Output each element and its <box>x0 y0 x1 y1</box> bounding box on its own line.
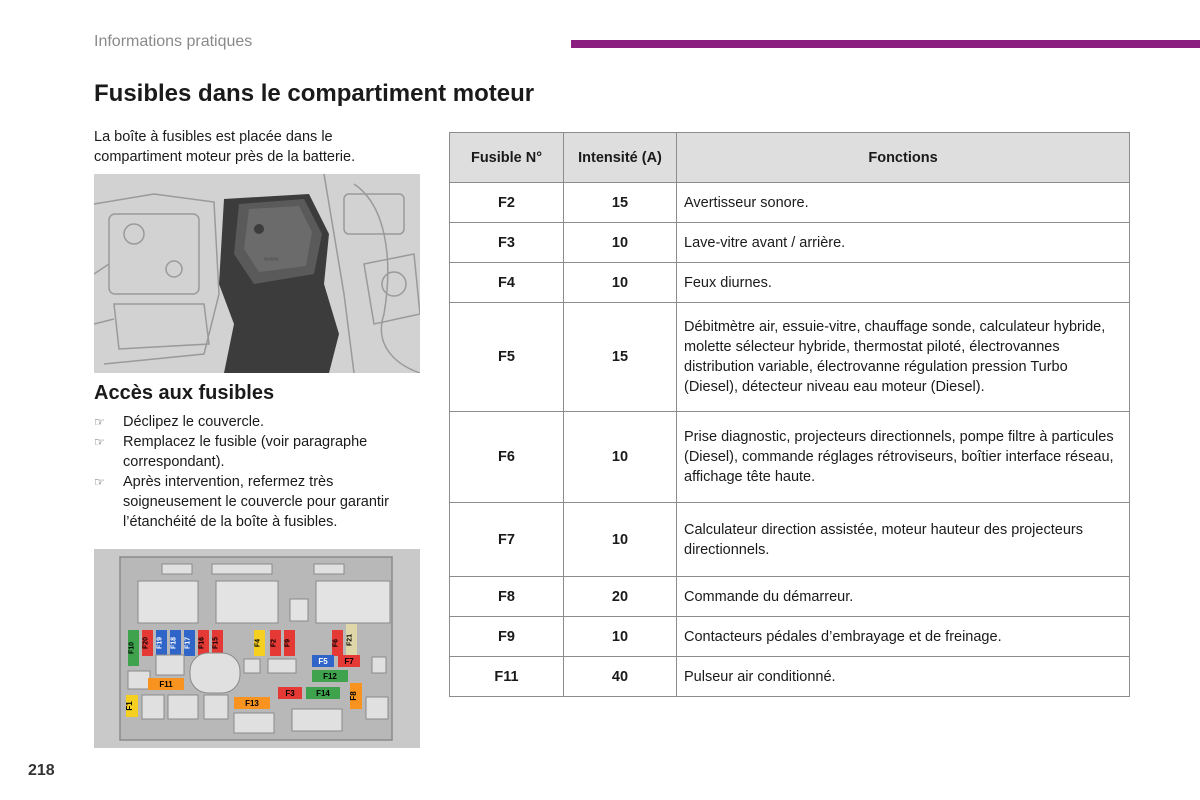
engine-compartment-illustration <box>94 174 420 373</box>
fuse-label: F13 <box>245 699 259 708</box>
access-step-text: Déclipez le couvercle. <box>123 414 265 430</box>
hand-pointer-icon: ☞ <box>94 415 105 429</box>
amperage-cell: 20 <box>564 577 677 617</box>
fuse-cell: F7 <box>450 503 564 577</box>
function-cell: Prise diagnostic, projecteurs directionnels, pompe filtre à particules (Diesel), commande réglages rétroviseurs, boîtier interface réseau, affichage tête haute. <box>677 412 1130 503</box>
column-header-amperage: Intensité (A) <box>564 133 677 183</box>
table-row <box>450 223 1130 263</box>
access-step <box>94 432 414 472</box>
fuse-label: F20 <box>142 636 150 650</box>
fuse-cell: F5 <box>450 303 564 412</box>
table-row <box>450 577 1130 617</box>
amperage-cell: 10 <box>564 412 677 503</box>
fuse-table <box>449 132 1130 697</box>
fuse-box-diagram <box>94 549 420 748</box>
fuse-label: F17 <box>184 636 192 650</box>
column-header-fuse: Fusible N° <box>450 133 564 183</box>
page-title: Fusibles dans le compartiment moteur <box>94 80 535 107</box>
amperage-cell: 10 <box>564 617 677 657</box>
table-row <box>450 617 1130 657</box>
access-step-text: Remplacez le fusible (voir paragraphe correspondant). <box>123 434 368 470</box>
fuse-label: F2 <box>270 638 278 648</box>
fuse-label: F6 <box>332 638 340 648</box>
fuse-box-drawing <box>94 549 420 748</box>
fuse-label: F19 <box>156 636 164 650</box>
section-header: Informations pratiques <box>94 33 253 50</box>
fuse-label: F11 <box>159 680 173 689</box>
amperage-cell: 15 <box>564 183 677 223</box>
fuse-cell: F2 <box>450 183 564 223</box>
svg-text:≈≈≈: ≈≈≈ <box>264 254 279 264</box>
table-row <box>450 263 1130 303</box>
hand-pointer-icon: ☞ <box>94 435 105 449</box>
access-fuses-title: Accès aux fusibles <box>94 382 275 404</box>
intro-text: La boîte à fusibles est placée dans le compartiment moteur près de la batterie. <box>94 129 356 165</box>
function-cell: Débitmètre air, essuie-vitre, chauffage sonde, calculateur hybride, molette sélecteur hybride, thermostat piloté, électrovannes distribution variable, électrovanne régulation pression Turbo (Diesel), détecteur niveau eau moteur (Diesel). <box>677 303 1130 412</box>
fuse-label: F18 <box>170 636 178 650</box>
access-steps-list <box>94 412 414 532</box>
fuse-label: F8 <box>349 691 358 701</box>
access-step <box>94 412 414 432</box>
fuse-label: F21 <box>346 633 354 647</box>
hand-pointer-icon: ☞ <box>94 475 105 489</box>
table-row <box>450 183 1130 223</box>
column-header-functions: Fonctions <box>677 133 1130 183</box>
engine-compartment-drawing <box>94 174 420 373</box>
fuse-cell: F8 <box>450 577 564 617</box>
function-cell: Lave-vitre avant / arrière. <box>677 223 1130 263</box>
amperage-cell: 15 <box>564 303 677 412</box>
fuse-cell: F6 <box>450 412 564 503</box>
function-cell: Commande du démarreur. <box>677 577 1130 617</box>
fuse-label: F15 <box>212 636 220 650</box>
amperage-cell: 10 <box>564 223 677 263</box>
amperage-cell: 40 <box>564 657 677 697</box>
fuse-label: F5 <box>318 657 328 666</box>
access-step-text: Après intervention, refermez très soigneusement le couvercle pour garantir l’étanchéité de la boîte à fusibles. <box>123 474 389 530</box>
header-accent-bar <box>571 40 1200 48</box>
amperage-cell: 10 <box>564 263 677 303</box>
fuse-label: F14 <box>316 689 330 698</box>
fuse-label: F16 <box>198 636 206 650</box>
fuse-cell: F11 <box>450 657 564 697</box>
table-row <box>450 303 1130 412</box>
fuse-cell: F9 <box>450 617 564 657</box>
fuse-label: F7 <box>344 657 354 666</box>
fuse-label: F12 <box>323 672 337 681</box>
fuse-label: F9 <box>284 638 292 648</box>
fuse-cell: F3 <box>450 223 564 263</box>
table-row <box>450 657 1130 697</box>
table-row <box>450 412 1130 503</box>
function-cell: Pulseur air conditionné. <box>677 657 1130 697</box>
function-cell: Contacteurs pédales d’embrayage et de freinage. <box>677 617 1130 657</box>
function-cell: Avertisseur sonore. <box>677 183 1130 223</box>
fuse-label: F3 <box>285 689 295 698</box>
table-row <box>450 503 1130 577</box>
table-header-row <box>450 133 1130 183</box>
page-number: 218 <box>28 762 55 779</box>
access-step <box>94 472 414 532</box>
amperage-cell: 10 <box>564 503 677 577</box>
fuse-label: F10 <box>128 641 136 655</box>
fuse-label: F4 <box>254 638 262 648</box>
fuse-cell: F4 <box>450 263 564 303</box>
fuse-label: F1 <box>125 701 134 711</box>
function-cell: Feux diurnes. <box>677 263 1130 303</box>
function-cell: Calculateur direction assistée, moteur hauteur des projecteurs directionnels. <box>677 503 1130 577</box>
